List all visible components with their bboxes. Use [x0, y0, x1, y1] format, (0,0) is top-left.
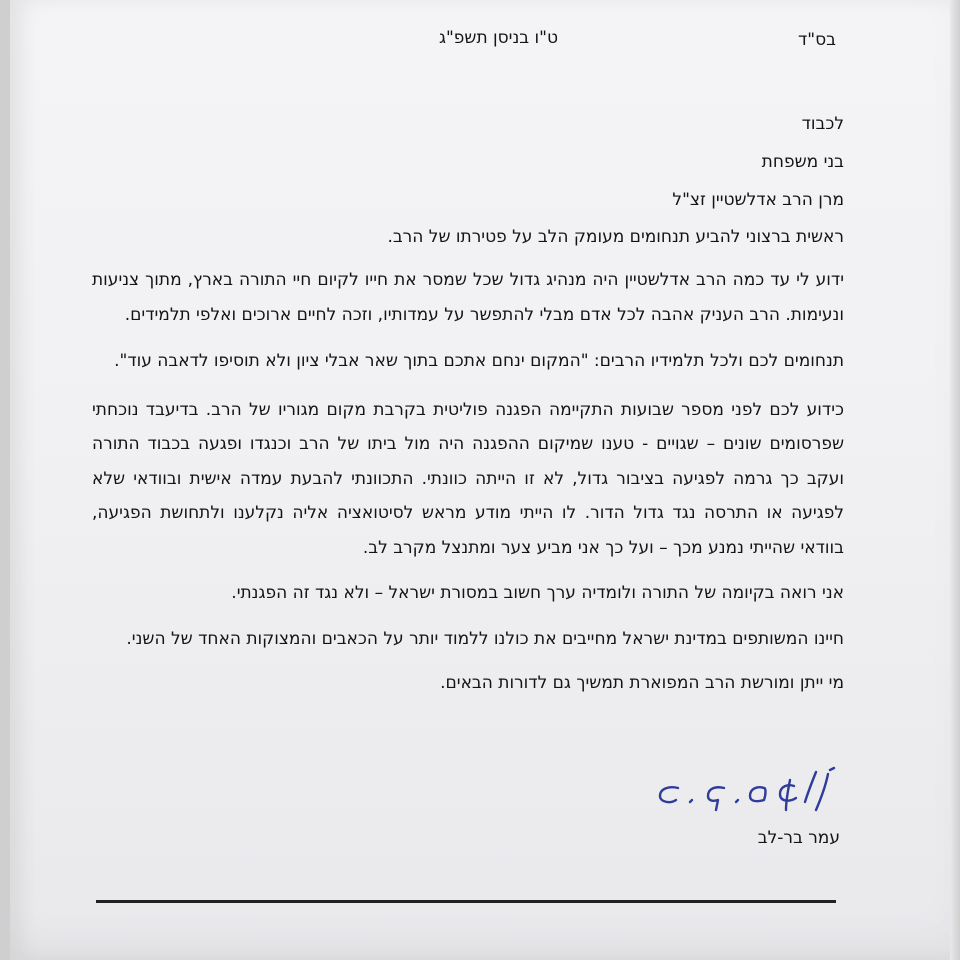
bsd-mark: בס"ד: [798, 30, 836, 50]
letter-date: ט"ו בניסן תשפ"ג: [438, 28, 558, 48]
paragraph-apology: כידוע לכם לפני מספר שבועות התקיימה הפגנה פוליטית בקרבת מקום מגוריו של הרב. בדיעבד נוכחתי שפרסומים שונים – שגויים - טענו שמיקום ההפגנה היה מול ביתו של הרב וכנגדו ופגעה בכבוד התורה ועקב כך גרמה לפגיעה בציבור גדול, לא זו הייתה כוונתי. התכוונתי להבעת עמדה אישית ובוודאי שלא לפגיעה או התרסה נגד גדול הדור. לו הייתי מודע מראש לסיטואציה אליה נקלענו ולתחושת הפגיעה, בוודאי שהייתי נמנע מכך – ועל כך אני מביע צער ומתנצל מקרב לב.: [92, 399, 844, 558]
signer-name: עמר בר-לב: [757, 828, 840, 848]
signature-block: [600, 766, 840, 876]
letter-body: [92, 28, 844, 701]
address-line-1: לכבוד: [801, 114, 844, 134]
paragraph-condolences: ראשית ברצוני להביע תנחומים מעומק הלב על פטירתו של הרב.: [387, 227, 844, 247]
recipient-address: [92, 105, 844, 219]
paragraph-shared-life: חיינו המשותפים במדינת ישראל מחייבים את כולנו ללמוד יותר על הכאבים והמצוקות האחד של השני.: [126, 628, 844, 649]
address-line-3: מרן הרב אדלשטיין זצ"ל: [672, 190, 844, 210]
paragraph-consolation: תנחומים לכם ולכל תלמידיו הרבים: "המקום ינחם אתכם בתוך שאר אבלי ציון ולא תוסיפו לדאבה עוד".: [114, 351, 844, 371]
bottom-rule: [96, 900, 836, 903]
handwritten-signature: [640, 766, 840, 826]
paragraph-rabbi-legacy: ידוע לי עד כמה הרב אדלשטיין היה מנהיג גדול שכל שמסר את חייו לקיום חיי התורה בארץ, מתוך צניעות ונעימות. הרב העניק אהבה לכל אדם מבלי להתפשר על עמדותיו, וזכה לחיים ארוכים ואלפי תלמידים.: [92, 270, 844, 325]
address-line-2: בני משפחת: [761, 152, 844, 172]
paragraph-torah-value: אני רואה בקיומה של התורה ולומדיה ערך חשוב במסורת ישראל – ולא נגד זה הפגנתי.: [231, 583, 844, 603]
paragraph-closing: מי ייתן ומורשת הרב המפוארת תמשיך גם לדורות הבאים.: [440, 673, 844, 693]
paper-edge: [950, 0, 960, 960]
letter-header: [92, 28, 844, 58]
